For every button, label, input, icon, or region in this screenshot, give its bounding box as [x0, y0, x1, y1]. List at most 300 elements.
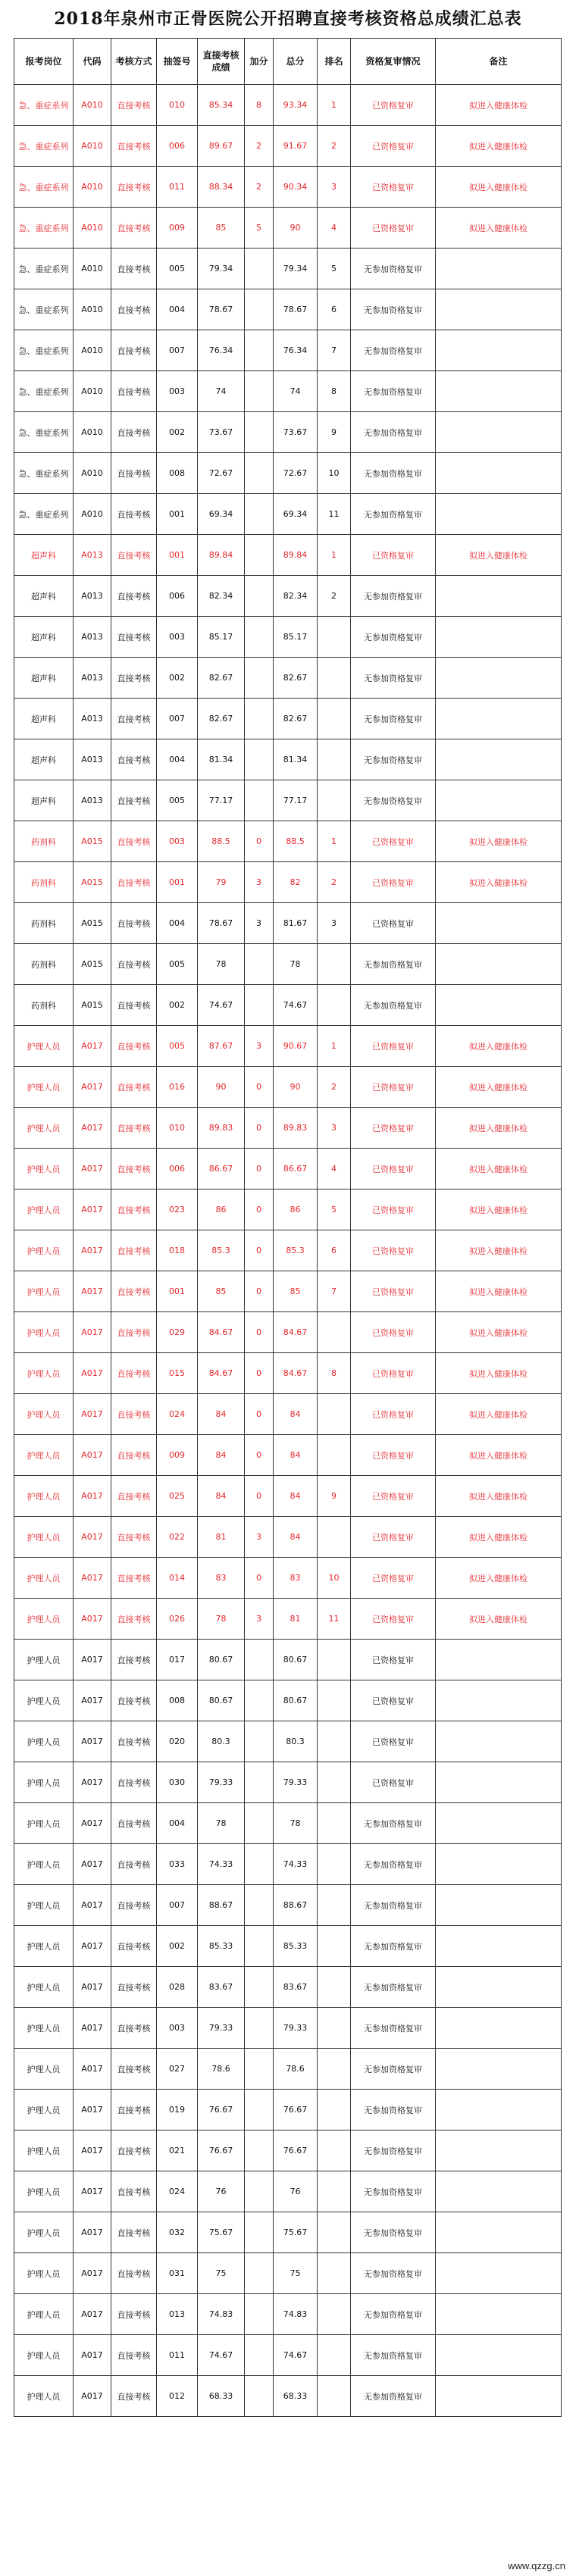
- cell-note: 拟进入健康体检: [436, 1353, 562, 1394]
- cell-code: A010: [74, 289, 111, 330]
- cell-score: 79.33: [198, 1762, 245, 1803]
- cell-method: 直接考核: [111, 249, 157, 289]
- cell-rank: 1: [318, 821, 351, 862]
- table-row: [14, 903, 562, 944]
- cell-bonus: 0: [245, 1558, 274, 1599]
- cell-note: 拟进入健康体检: [436, 862, 562, 903]
- cell-rank: [318, 2376, 351, 2417]
- cell-rank: [318, 2212, 351, 2253]
- cell-rank: 3: [318, 167, 351, 208]
- cell-review: 无参加资格复审: [351, 1885, 436, 1926]
- cell-rank: [318, 2049, 351, 2090]
- cell-total: 75: [274, 2253, 318, 2294]
- cell-note: [436, 780, 562, 821]
- cell-method: 直接考核: [111, 289, 157, 330]
- cell-rank: [318, 1885, 351, 1926]
- cell-rank: [318, 780, 351, 821]
- cell-review: 已资格复审: [351, 903, 436, 944]
- cell-total: 88.67: [274, 1885, 318, 1926]
- cell-post: 护理人员: [14, 1271, 74, 1312]
- col-header-lot: 抽签号: [157, 39, 198, 85]
- cell-review: 已资格复审: [351, 1271, 436, 1312]
- cell-total: 89.84: [274, 535, 318, 576]
- cell-method: 直接考核: [111, 126, 157, 167]
- cell-post: 护理人员: [14, 1230, 74, 1271]
- cell-bonus: 0: [245, 1435, 274, 1476]
- cell-code: A010: [74, 167, 111, 208]
- cell-rank: [318, 2131, 351, 2171]
- cell-total: 76.34: [274, 330, 318, 371]
- cell-code: A017: [74, 2253, 111, 2294]
- cell-total: 76.67: [274, 2131, 318, 2171]
- table-row: [14, 2090, 562, 2131]
- cell-note: [436, 2131, 562, 2171]
- col-header-total: 总分: [274, 39, 318, 85]
- cell-bonus: [245, 576, 274, 617]
- cell-bonus: 0: [245, 821, 274, 862]
- cell-rank: [318, 1435, 351, 1476]
- cell-note: [436, 985, 562, 1026]
- cell-review: 已资格复审: [351, 821, 436, 862]
- cell-note: 拟进入健康体检: [436, 1149, 562, 1190]
- cell-total: 82.34: [274, 576, 318, 617]
- cell-note: [436, 2171, 562, 2212]
- cell-post: 药剂科: [14, 821, 74, 862]
- cell-method: 直接考核: [111, 535, 157, 576]
- cell-code: A010: [74, 371, 111, 412]
- cell-bonus: [245, 1967, 274, 2008]
- cell-method: 直接考核: [111, 1803, 157, 1844]
- table-row: [14, 2376, 562, 2417]
- cell-review: 无参加资格复审: [351, 2131, 436, 2171]
- cell-review: 无参加资格复审: [351, 2008, 436, 2049]
- cell-post: 护理人员: [14, 1721, 74, 1762]
- cell-bonus: [245, 1803, 274, 1844]
- table-row: [14, 1599, 562, 1640]
- cell-score: 82.67: [198, 658, 245, 699]
- table-row: [14, 1026, 562, 1067]
- cell-bonus: [245, 1680, 274, 1721]
- cell-score: 89.84: [198, 535, 245, 576]
- cell-total: 72.67: [274, 453, 318, 494]
- cell-rank: 4: [318, 208, 351, 249]
- cell-bonus: 0: [245, 1230, 274, 1271]
- cell-post: 超声科: [14, 535, 74, 576]
- cell-review: 已资格复审: [351, 1353, 436, 1394]
- cell-review: 无参加资格复审: [351, 617, 436, 658]
- cell-lot: 006: [157, 126, 198, 167]
- cell-rank: [318, 1680, 351, 1721]
- cell-lot: 017: [157, 1640, 198, 1680]
- cell-score: 68.33: [198, 2376, 245, 2417]
- cell-total: 78: [274, 944, 318, 985]
- cell-post: 急、重症系列: [14, 208, 74, 249]
- cell-total: 83.67: [274, 1967, 318, 2008]
- cell-lot: 031: [157, 2253, 198, 2294]
- table-row: [14, 1190, 562, 1230]
- cell-code: A017: [74, 1435, 111, 1476]
- cell-post: 超声科: [14, 658, 74, 699]
- cell-bonus: 0: [245, 1067, 274, 1108]
- cell-review: 已资格复审: [351, 1721, 436, 1762]
- cell-post: 超声科: [14, 617, 74, 658]
- cell-review: 无参加资格复审: [351, 1967, 436, 2008]
- cell-score: 86: [198, 1190, 245, 1230]
- cell-score: 85: [198, 208, 245, 249]
- cell-post: 护理人员: [14, 1680, 74, 1721]
- cell-note: [436, 1721, 562, 1762]
- cell-score: 80.67: [198, 1640, 245, 1680]
- cell-post: 护理人员: [14, 1026, 74, 1067]
- cell-lot: 006: [157, 576, 198, 617]
- cell-bonus: [245, 1721, 274, 1762]
- cell-post: 超声科: [14, 780, 74, 821]
- cell-review: 已资格复审: [351, 1230, 436, 1271]
- cell-review: 无参加资格复审: [351, 576, 436, 617]
- cell-code: A017: [74, 2376, 111, 2417]
- cell-rank: [318, 2090, 351, 2131]
- table-row: [14, 85, 562, 126]
- cell-code: A017: [74, 1230, 111, 1271]
- cell-review: 无参加资格复审: [351, 371, 436, 412]
- cell-rank: 1: [318, 535, 351, 576]
- cell-lot: 007: [157, 1885, 198, 1926]
- table-row: [14, 1067, 562, 1108]
- cell-note: 拟进入健康体检: [436, 1108, 562, 1149]
- cell-lot: 008: [157, 1680, 198, 1721]
- cell-bonus: 3: [245, 1599, 274, 1640]
- cell-code: A010: [74, 126, 111, 167]
- cell-score: 79: [198, 862, 245, 903]
- cell-note: [436, 249, 562, 289]
- cell-rank: 2: [318, 126, 351, 167]
- cell-rank: [318, 2294, 351, 2335]
- cell-review: 已资格复审: [351, 535, 436, 576]
- cell-review: 无参加资格复审: [351, 658, 436, 699]
- cell-method: 直接考核: [111, 1517, 157, 1558]
- cell-rank: 8: [318, 1353, 351, 1394]
- cell-note: 拟进入健康体检: [436, 85, 562, 126]
- cell-total: 84: [274, 1435, 318, 1476]
- cell-lot: 027: [157, 2049, 198, 2090]
- cell-lot: 020: [157, 1721, 198, 1762]
- cell-lot: 003: [157, 821, 198, 862]
- cell-score: 84.67: [198, 1353, 245, 1394]
- table-row: [14, 739, 562, 780]
- cell-note: 拟进入健康体检: [436, 1230, 562, 1271]
- table-row: [14, 1926, 562, 1967]
- table-row: [14, 1312, 562, 1353]
- cell-post: 急、重症系列: [14, 453, 74, 494]
- cell-bonus: 3: [245, 862, 274, 903]
- table-row: [14, 535, 562, 576]
- cell-total: 84: [274, 1517, 318, 1558]
- cell-lot: 018: [157, 1230, 198, 1271]
- table-row: [14, 944, 562, 985]
- cell-review: 无参加资格复审: [351, 2294, 436, 2335]
- cell-review: 无参加资格复审: [351, 412, 436, 453]
- cell-method: 直接考核: [111, 412, 157, 453]
- cell-code: A017: [74, 1640, 111, 1680]
- col-header-bonus: 加分: [245, 39, 274, 85]
- cell-note: [436, 2049, 562, 2090]
- cell-rank: 5: [318, 249, 351, 289]
- cell-total: 84.67: [274, 1353, 318, 1394]
- cell-bonus: [245, 780, 274, 821]
- cell-bonus: [245, 2294, 274, 2335]
- table-row: [14, 2335, 562, 2376]
- cell-score: 76.34: [198, 330, 245, 371]
- table-row: [14, 1353, 562, 1394]
- cell-score: 78: [198, 1599, 245, 1640]
- cell-code: A017: [74, 1476, 111, 1517]
- table-row: [14, 330, 562, 371]
- cell-score: 83: [198, 1558, 245, 1599]
- cell-bonus: [245, 494, 274, 535]
- cell-total: 88.5: [274, 821, 318, 862]
- table-row: [14, 208, 562, 249]
- cell-lot: 002: [157, 1926, 198, 1967]
- cell-rank: [318, 739, 351, 780]
- col-header-code: 代码: [74, 39, 111, 85]
- cell-total: 85.3: [274, 1230, 318, 1271]
- cell-lot: 019: [157, 2090, 198, 2131]
- cell-note: [436, 1926, 562, 1967]
- cell-total: 85.33: [274, 1926, 318, 1967]
- cell-post: 护理人员: [14, 1190, 74, 1230]
- cell-post: 药剂科: [14, 903, 74, 944]
- cell-note: [436, 617, 562, 658]
- cell-note: 拟进入健康体检: [436, 1599, 562, 1640]
- cell-method: 直接考核: [111, 330, 157, 371]
- cell-rank: [318, 1640, 351, 1680]
- cell-method: 直接考核: [111, 739, 157, 780]
- cell-method: 直接考核: [111, 1353, 157, 1394]
- cell-code: A010: [74, 412, 111, 453]
- cell-score: 74.67: [198, 2335, 245, 2376]
- cell-post: 护理人员: [14, 2294, 74, 2335]
- cell-bonus: 2: [245, 126, 274, 167]
- cell-lot: 013: [157, 2294, 198, 2335]
- cell-review: 无参加资格复审: [351, 330, 436, 371]
- table-row: [14, 1640, 562, 1680]
- table-row: [14, 2049, 562, 2090]
- cell-total: 83: [274, 1558, 318, 1599]
- cell-lot: 023: [157, 1190, 198, 1230]
- cell-score: 79.34: [198, 249, 245, 289]
- cell-lot: 022: [157, 1517, 198, 1558]
- cell-lot: 010: [157, 1108, 198, 1149]
- cell-bonus: [245, 289, 274, 330]
- col-header-note: 备注: [436, 39, 562, 85]
- table-row: [14, 1844, 562, 1885]
- cell-bonus: [245, 985, 274, 1026]
- cell-bonus: 3: [245, 1517, 274, 1558]
- cell-rank: 9: [318, 412, 351, 453]
- table-row: [14, 1435, 562, 1476]
- cell-post: 药剂科: [14, 985, 74, 1026]
- cell-review: 无参加资格复审: [351, 2253, 436, 2294]
- cell-note: [436, 1680, 562, 1721]
- cell-rank: 9: [318, 1476, 351, 1517]
- cell-code: A017: [74, 1803, 111, 1844]
- cell-method: 直接考核: [111, 1067, 157, 1108]
- cell-score: 87.67: [198, 1026, 245, 1067]
- cell-note: 拟进入健康体检: [436, 1476, 562, 1517]
- cell-score: 85.34: [198, 85, 245, 126]
- cell-lot: 008: [157, 453, 198, 494]
- cell-bonus: [245, 617, 274, 658]
- cell-method: 直接考核: [111, 1108, 157, 1149]
- cell-review: 无参加资格复审: [351, 1926, 436, 1967]
- cell-note: [436, 371, 562, 412]
- table-row: [14, 1803, 562, 1844]
- cell-score: 89.83: [198, 1108, 245, 1149]
- cell-rank: 1: [318, 85, 351, 126]
- cell-lot: 005: [157, 249, 198, 289]
- cell-score: 84: [198, 1476, 245, 1517]
- cell-lot: 004: [157, 289, 198, 330]
- cell-method: 直接考核: [111, 2335, 157, 2376]
- cell-code: A017: [74, 1721, 111, 1762]
- cell-method: 直接考核: [111, 2376, 157, 2417]
- cell-code: A017: [74, 2049, 111, 2090]
- cell-code: A017: [74, 1599, 111, 1640]
- cell-score: 88.34: [198, 167, 245, 208]
- cell-post: 护理人员: [14, 1967, 74, 2008]
- cell-code: A017: [74, 1394, 111, 1435]
- cell-code: A017: [74, 1190, 111, 1230]
- cell-bonus: [245, 739, 274, 780]
- cell-note: [436, 2090, 562, 2131]
- cell-score: 88.5: [198, 821, 245, 862]
- cell-rank: [318, 1926, 351, 1967]
- table-row: [14, 1680, 562, 1721]
- cell-note: 拟进入健康体检: [436, 126, 562, 167]
- cell-note: 拟进入健康体检: [436, 1394, 562, 1435]
- cell-lot: 002: [157, 985, 198, 1026]
- cell-note: [436, 2335, 562, 2376]
- cell-lot: 003: [157, 617, 198, 658]
- cell-post: 护理人员: [14, 2253, 74, 2294]
- cell-note: [436, 2294, 562, 2335]
- cell-bonus: [245, 1762, 274, 1803]
- cell-bonus: [245, 453, 274, 494]
- cell-note: [436, 658, 562, 699]
- cell-method: 直接考核: [111, 2253, 157, 2294]
- cell-lot: 024: [157, 1394, 198, 1435]
- cell-review: 已资格复审: [351, 1067, 436, 1108]
- cell-method: 直接考核: [111, 2090, 157, 2131]
- table-row: [14, 780, 562, 821]
- cell-score: 82.34: [198, 576, 245, 617]
- cell-lot: 011: [157, 2335, 198, 2376]
- table-row: [14, 1885, 562, 1926]
- cell-lot: 010: [157, 85, 198, 126]
- cell-total: 69.34: [274, 494, 318, 535]
- cell-score: 78.6: [198, 2049, 245, 2090]
- cell-note: [436, 576, 562, 617]
- cell-post: 急、重症系列: [14, 330, 74, 371]
- cell-code: A010: [74, 208, 111, 249]
- cell-code: A015: [74, 903, 111, 944]
- table-row: [14, 2008, 562, 2049]
- cell-lot: 033: [157, 1844, 198, 1885]
- col-header-rank: 排名: [318, 39, 351, 85]
- table-row: [14, 1517, 562, 1558]
- cell-score: 81.34: [198, 739, 245, 780]
- cell-score: 77.17: [198, 780, 245, 821]
- cell-note: 拟进入健康体检: [436, 1435, 562, 1476]
- cell-review: 已资格复审: [351, 1108, 436, 1149]
- cell-rank: 7: [318, 1271, 351, 1312]
- cell-post: 护理人员: [14, 2090, 74, 2131]
- cell-note: [436, 1844, 562, 1885]
- cell-review: 无参加资格复审: [351, 2212, 436, 2253]
- cell-code: A017: [74, 1844, 111, 1885]
- table-row: [14, 1762, 562, 1803]
- cell-rank: 5: [318, 1190, 351, 1230]
- cell-note: 拟进入健康体检: [436, 1190, 562, 1230]
- cell-post: 护理人员: [14, 2131, 74, 2171]
- cell-score: 78.67: [198, 289, 245, 330]
- cell-post: 护理人员: [14, 2335, 74, 2376]
- cell-code: A017: [74, 2294, 111, 2335]
- cell-post: 护理人员: [14, 1067, 74, 1108]
- score-table: [14, 38, 562, 2417]
- cell-method: 直接考核: [111, 2008, 157, 2049]
- cell-lot: 012: [157, 2376, 198, 2417]
- cell-code: A017: [74, 1353, 111, 1394]
- cell-post: 急、重症系列: [14, 167, 74, 208]
- table-row: [14, 699, 562, 739]
- col-header-review: 资格复审情况: [351, 39, 436, 85]
- cell-review: 无参加资格复审: [351, 699, 436, 739]
- cell-review: 无参加资格复审: [351, 2376, 436, 2417]
- cell-total: 90: [274, 208, 318, 249]
- cell-note: [436, 412, 562, 453]
- cell-bonus: 5: [245, 208, 274, 249]
- cell-total: 85: [274, 1271, 318, 1312]
- cell-total: 76: [274, 2171, 318, 2212]
- cell-method: 直接考核: [111, 576, 157, 617]
- table-row: [14, 1967, 562, 2008]
- cell-post: 护理人员: [14, 1803, 74, 1844]
- table-row: [14, 167, 562, 208]
- page-title: 2018年泉州市正骨医院公开招聘直接考核资格总成绩汇总表: [54, 9, 522, 29]
- cell-total: 82.67: [274, 699, 318, 739]
- cell-code: A010: [74, 453, 111, 494]
- cell-rank: [318, 2171, 351, 2212]
- cell-post: 超声科: [14, 576, 74, 617]
- cell-post: 急、重症系列: [14, 371, 74, 412]
- cell-note: [436, 494, 562, 535]
- cell-post: 护理人员: [14, 1394, 74, 1435]
- cell-post: 超声科: [14, 699, 74, 739]
- cell-bonus: 2: [245, 167, 274, 208]
- cell-method: 直接考核: [111, 1640, 157, 1680]
- cell-score: 75.67: [198, 2212, 245, 2253]
- cell-code: A015: [74, 862, 111, 903]
- cell-bonus: [245, 330, 274, 371]
- cell-total: 82: [274, 862, 318, 903]
- table-row: [14, 658, 562, 699]
- cell-lot: 005: [157, 1026, 198, 1067]
- cell-score: 85.17: [198, 617, 245, 658]
- cell-lot: 014: [157, 1558, 198, 1599]
- cell-post: 护理人员: [14, 1640, 74, 1680]
- cell-post: 护理人员: [14, 1476, 74, 1517]
